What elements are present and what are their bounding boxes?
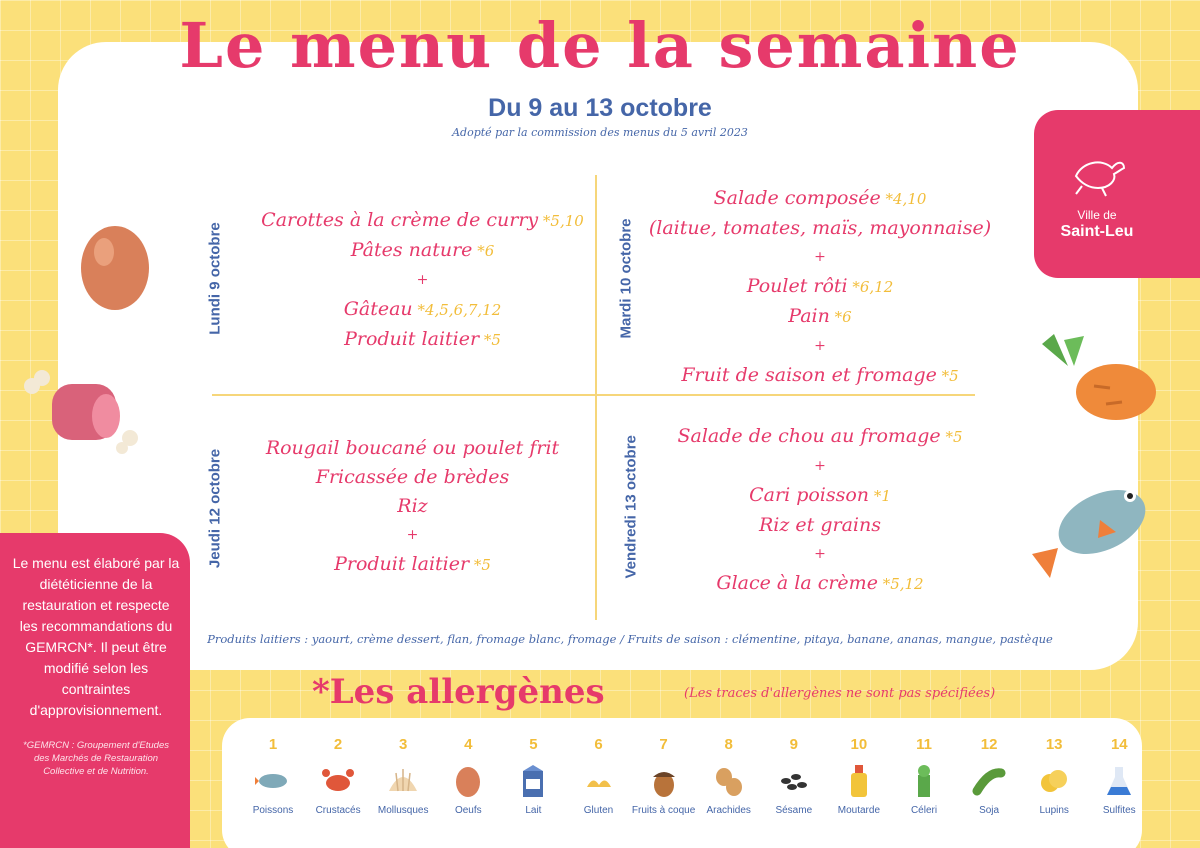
dish-name: Glace à la crème [716, 572, 878, 594]
allergen-number: 8 [724, 736, 733, 753]
menu-monday [250, 206, 595, 355]
allergen-number: 2 [333, 736, 343, 753]
dish-item [650, 511, 990, 540]
dish-allergens: *4,5,6,7,12 [412, 301, 502, 319]
plus-separator: + [814, 458, 826, 474]
day-label-tuesday: Mardi 10 octobre [617, 218, 635, 339]
allergen-number: 14 [1110, 736, 1128, 753]
allergen-label: Sulfites [1102, 805, 1136, 816]
allergen-label: Arachides [706, 805, 751, 816]
allergen-number: 11 [916, 736, 932, 753]
date-range: Du 9 au 13 octobre [488, 94, 712, 122]
allergen-item [433, 736, 503, 816]
egg-icon [450, 763, 486, 799]
dish-name: (laitue, tomates, maïs, mayonnaise) [648, 217, 992, 239]
dish-item [250, 206, 595, 236]
allergen-label: Poissons [252, 805, 294, 816]
dish-item [250, 295, 595, 325]
egg-icon [78, 222, 152, 312]
plus-separator: + [814, 338, 826, 354]
dish-item [250, 236, 595, 266]
allergen-label: Soja [979, 805, 1000, 816]
dish-name: Produit laitier [344, 328, 480, 350]
allergen-label: Lait [525, 805, 542, 816]
city-logo [1034, 110, 1200, 278]
allergen-label: Gluten [583, 805, 614, 816]
celery-icon [906, 763, 942, 799]
dish-allergens: *5 [940, 428, 963, 446]
dish-item [240, 492, 585, 521]
allergen-number: 6 [594, 736, 603, 753]
allergen-label: Moutarde [837, 805, 881, 816]
dish-item [250, 325, 595, 355]
pasta-icon [581, 763, 617, 799]
dish-allergens: *5,10 [538, 212, 584, 230]
allergen-item [954, 736, 1024, 816]
allergen-item [303, 736, 373, 816]
allergens-title: *Les allergènes [312, 672, 605, 712]
dish-name: Salade de chou au fromage [677, 425, 941, 447]
dish-item [650, 569, 990, 599]
allergen-item [238, 736, 308, 816]
allergen-number: 4 [464, 736, 473, 753]
allergen-number: 10 [850, 736, 868, 753]
turtle-icon [1072, 150, 1128, 198]
vertical-divider [595, 175, 597, 620]
allergen-label: Lupins [1039, 805, 1069, 816]
dish-item [640, 272, 1000, 302]
dish-item [640, 184, 1000, 214]
allergen-number: 3 [399, 736, 408, 753]
dish-item [640, 302, 1000, 332]
dish-name: Fruit de saison et fromage [681, 364, 937, 386]
allergen-item [498, 736, 568, 816]
crab-icon [320, 763, 356, 799]
plus-separator: + [814, 546, 826, 562]
plus-separator: + [814, 249, 826, 265]
fish-icon [255, 763, 291, 799]
allergen-item [694, 736, 764, 816]
dish-name: Riz et grains [759, 514, 881, 536]
info-text: Le menu est élaboré par la diététicienne de la restauration et respecte les recommandations du GEMRCN*. Il peut être modifié selon les contraintes d'approvisionnement. [12, 555, 180, 718]
gemrcn-note: *GEMRCN : Groupement d'Etudes des Marchés de Restauration Collective et de Nutrition. [23, 740, 169, 777]
horizontal-divider [212, 394, 975, 396]
allergen-item [889, 736, 959, 816]
logo-line2: Saint-Leu [1060, 223, 1134, 240]
products-note: Produits laitiers : yaourt, crème dessert, flan, fromage blanc, fromage / Fruits de saison : clémentine, pitaya, banane, ananas, mangue, pastèque [207, 632, 1053, 646]
dish-allergens: *5 [469, 556, 491, 574]
soy-icon [971, 763, 1007, 799]
plus-separator: + [416, 272, 429, 288]
milk-icon [515, 763, 551, 799]
allergen-label: Céleri [910, 805, 938, 816]
dish-allergens: *6 [472, 242, 495, 260]
sesame-icon [776, 763, 812, 799]
dish-name: Pâtes nature [350, 239, 473, 261]
day-label-friday: Vendredi 13 octobre [622, 435, 640, 579]
dish-name: Salade composée [713, 187, 881, 209]
dish-item [240, 463, 585, 492]
allergen-item [1019, 736, 1089, 816]
allergens-subtitle: (Les traces d'allergènes ne sont pas spécifiées) [684, 686, 996, 701]
dish-name: Gâteau [343, 298, 413, 320]
dish-item [640, 361, 1000, 391]
allergen-item [629, 736, 699, 816]
shell-icon [385, 763, 421, 799]
dish-name: Rougail boucané ou poulet frit [265, 437, 560, 459]
allergen-item [368, 736, 438, 816]
day-label-thursday: Jeudi 12 octobre [206, 448, 224, 569]
dish-allergens: *5 [479, 331, 501, 349]
dish-allergens: *4,10 [880, 190, 927, 208]
menu-friday [650, 422, 990, 599]
plus-separator: + [406, 527, 419, 543]
allergen-item [759, 736, 829, 816]
allergen-item [1084, 736, 1154, 816]
allergen-number: 13 [1045, 736, 1063, 753]
allergen-number: 9 [789, 736, 798, 753]
menu-tuesday [640, 184, 1000, 391]
dish-item [640, 214, 1000, 243]
dish-name: Produit laitier [334, 553, 470, 575]
dish-item [240, 434, 585, 463]
dish-name: Poulet rôti [746, 275, 848, 297]
dish-allergens: *6,12 [847, 278, 894, 296]
allergen-label: Crustacés [315, 805, 361, 816]
allergen-label: Oeufs [454, 805, 482, 816]
dish-allergens: *1 [869, 487, 891, 505]
page-title: Le menu de la semaine [179, 9, 1021, 82]
dish-name: Pain [788, 305, 830, 327]
fish-icon [1028, 476, 1152, 586]
mustard-icon [841, 763, 877, 799]
allergen-label: Sésame [775, 805, 813, 816]
acorn-icon [646, 763, 682, 799]
dish-name: Carottes à la crème de curry [261, 209, 539, 231]
allergen-label: Mollusques [377, 805, 429, 816]
allergen-number: 5 [529, 736, 538, 753]
dish-name: Fricassée de brèdes [315, 466, 510, 488]
allergen-item [564, 736, 634, 816]
day-label-monday: Lundi 9 octobre [206, 222, 224, 335]
carrot-icon [1034, 330, 1160, 426]
dish-allergens: *5 [936, 367, 959, 385]
flask-icon [1101, 763, 1137, 799]
lupin-icon [1036, 763, 1072, 799]
dish-allergens: *5,12 [877, 575, 924, 593]
dish-allergens: *6 [829, 308, 852, 326]
allergen-item [824, 736, 894, 816]
dish-item [650, 481, 990, 511]
logo-line1: Ville de [1077, 208, 1117, 222]
dish-name: Riz [397, 495, 428, 517]
allergen-number: 7 [659, 736, 668, 753]
dish-item [240, 550, 585, 580]
menu-thursday [240, 434, 585, 580]
info-box [0, 533, 190, 848]
allergen-number: 12 [980, 736, 998, 753]
dish-name: Cari poisson [749, 484, 870, 506]
allergen-number: 1 [268, 736, 278, 753]
meat-icon [18, 370, 140, 454]
dish-item [650, 422, 990, 452]
allergen-label: Fruits à coque [631, 805, 696, 816]
peanut-icon [711, 763, 747, 799]
adoption-note: Adopté par la commission des menus du 5 avril 2023 [452, 126, 748, 139]
